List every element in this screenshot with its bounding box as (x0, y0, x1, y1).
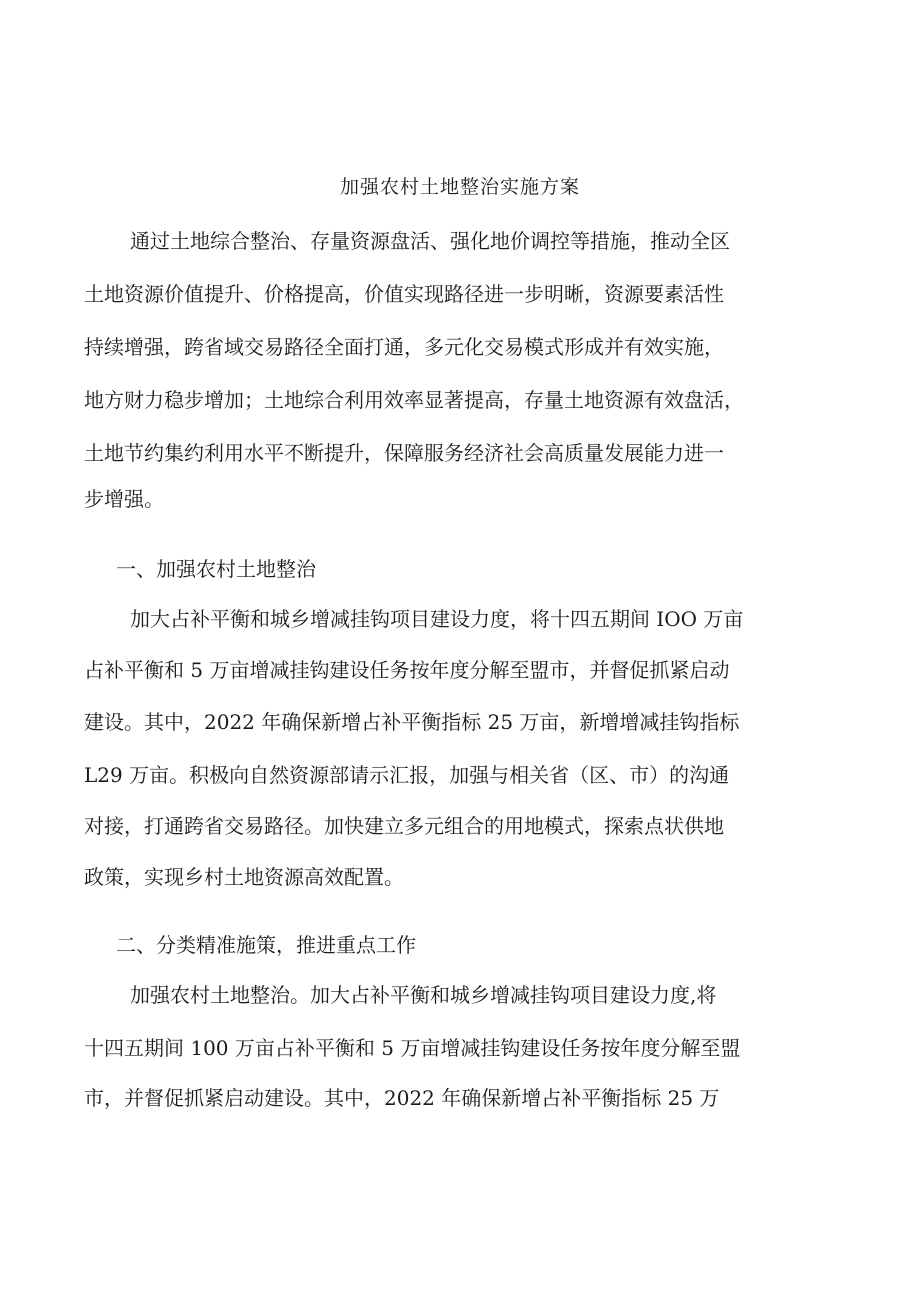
section-1-line: 占补平衡和 5 万亩增减挂钩建设任务按年度分解至盟市，并督促抓紧启动 (84, 658, 730, 682)
intro-line: 土地资源价值提升、价格提高，价值实现路径进一步明晰，资源要素活性 (84, 282, 724, 306)
section-1-line: 加大占补平衡和城乡增减挂钩项目建设力度，将十四五期间 IOO 万亩 (130, 607, 744, 631)
section-2-heading: 二、分类精准施策，推进重点工作 (116, 933, 416, 957)
section-1-line: L29 万亩。积极向自然资源部请示汇报，加强与相关省（区、市）的沟通 (84, 763, 730, 787)
intro-line: 土地节约集约利用水平不断提升，保障服务经济社会高质量发展能力进一 (84, 441, 724, 465)
section-2-line: 加强农村土地整治。加大占补平衡和城乡增减挂钩项目建设力度,将 (130, 983, 717, 1007)
section-1-heading: 一、加强农村土地整治 (116, 557, 316, 581)
intro-line: 步增强。 (84, 487, 164, 511)
document-title: 加强农村土地整治实施方案 (339, 176, 580, 198)
intro-line: 地方财力稳步增加；土地综合利用效率显著提高，存量土地资源有效盘活， (84, 388, 744, 412)
intro-line: 持续增强，跨省域交易路径全面打通，多元化交易模式形成并有效实施， (84, 335, 724, 359)
section-2-line: 市，并督促抓紧启动建设。其中，2022 年确保新增占补平衡指标 25 万 (84, 1086, 720, 1110)
section-1-line: 对接，打通跨省交易路径。加快建立多元组合的用地模式，探索点状供地 (84, 814, 724, 838)
section-2-line: 十四五期间 100 万亩占补平衡和 5 万亩增减挂钩建设任务按年度分解至盟 (84, 1036, 741, 1060)
intro-line: 通过土地综合整治、存量资源盘活、强化地价调控等措施，推动全区 (130, 229, 730, 253)
section-1-line: 政策，实现乡村土地资源高效配置。 (84, 865, 404, 889)
section-1-line: 建设。其中，2022 年确保新增占补平衡指标 25 万亩，新增增减挂钩指标 (84, 710, 740, 734)
